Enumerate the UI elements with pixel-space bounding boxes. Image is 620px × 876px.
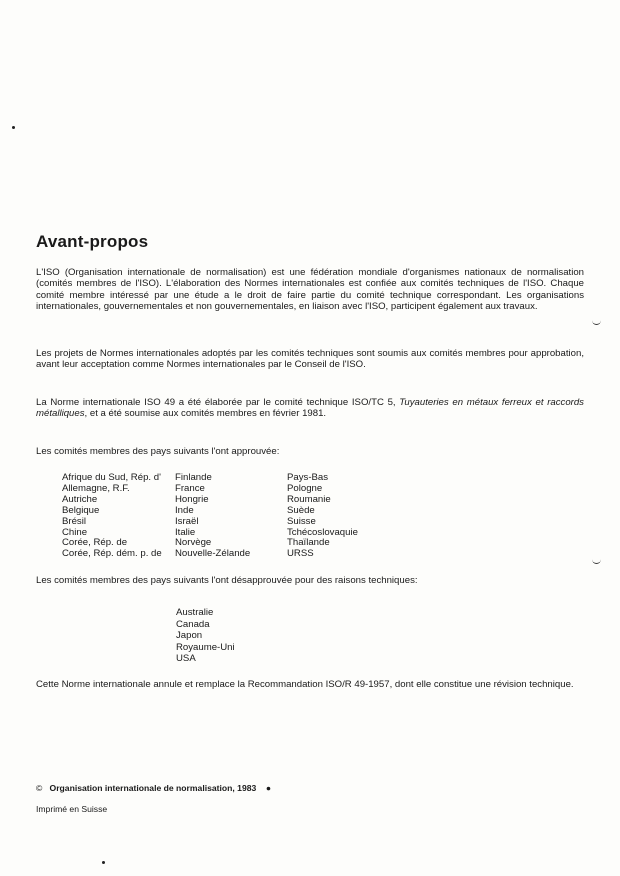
list-item: Canada: [176, 618, 210, 630]
list-item: Tchécoslovaquie: [287, 526, 358, 538]
disapproved-list: [176, 607, 235, 665]
approved-column-1: [62, 473, 162, 560]
list-item: Allemagne, R.F.: [62, 482, 130, 494]
approved-column-2: [175, 473, 250, 560]
list-item: Afrique du Sud, Rép. d': [62, 472, 161, 483]
list-item: Finlande: [175, 472, 212, 483]
list-item: Australie: [176, 607, 214, 618]
list-item: Pays-Bas: [287, 472, 329, 483]
scan-speck: [12, 126, 15, 129]
bullet-icon: ●: [265, 783, 272, 793]
list-item: Inde: [175, 504, 194, 516]
list-item: Belgique: [62, 504, 100, 516]
list-item: France: [175, 482, 205, 494]
list-item: Pologne: [287, 482, 323, 494]
list-item: Italie: [175, 526, 196, 538]
committee-title: Tuyauteries en métaux ferreux et raccords métalliques: [36, 397, 584, 420]
printed-in: Imprimé en Suisse: [36, 804, 108, 814]
list-item: USA: [176, 653, 196, 665]
list-item: Thaïlande: [287, 537, 330, 549]
list-item: Norvège: [175, 537, 212, 549]
list-item: Chine: [62, 526, 88, 538]
list-item: Corée, Rép. dém. p. de: [62, 548, 162, 560]
list-item: Corée, Rép. de: [62, 537, 128, 549]
scan-speck: [102, 861, 105, 864]
paragraph-disapproved-intro: Les comités membres des pays suivants l'ont désapprouvée pour des raisons techniques:: [36, 575, 418, 586]
list-item: Autriche: [62, 493, 98, 505]
list-item: Nouvelle-Zélande: [175, 548, 251, 560]
list-item: URSS: [287, 548, 314, 560]
list-item: Roumanie: [287, 493, 331, 505]
paragraph-iso-intro: L'ISO (Organisation internationale de normalisation) est une fédération mondiale d'organismes nationaux de normalisation (comités membres de l'ISO). L'élaboration des Normes internationales est confiée aux comités techniques de l'ISO. Chaque comité membre intéressé par une étude a le droit de faire partie du comité technique correspondant. Les organisations internationales, gouvernementales et non gouvernementales, en liaison avec l'ISO, participent également aux travaux.: [36, 267, 584, 313]
approved-column-3: [287, 473, 358, 560]
copyright-line: [36, 783, 271, 793]
list-item: Royaume-Uni: [176, 641, 235, 653]
list-item: Brésil: [62, 515, 86, 527]
list-item: Japon: [176, 630, 203, 642]
paragraph-replacement: Cette Norme internationale annule et remplace la Recommandation ISO/R 49-1957, dont elle constitue une révision technique.: [36, 679, 574, 690]
list-item: Suède: [287, 504, 315, 516]
paragraph-approval-process: Les projets de Normes internationales adoptés par les comités techniques sont soumis aux comités membres pour approbation, avant leur acceptation comme Normes internationales par le Conseil de l'ISO.: [36, 348, 584, 371]
paragraph-approved-intro: Les comités membres des pays suivants l'ont approuvée:: [36, 446, 280, 457]
page-title: Avant-propos: [36, 232, 149, 251]
list-item: Israël: [175, 515, 199, 527]
margin-mark: [592, 558, 601, 564]
paragraph-iso-49: La Norme internationale ISO 49 a été élaborée par le comité technique ISO/TC 5, Tuyauteries en métaux ferreux et raccords métalliques, et a été soumise aux comités membres en février 1981.: [36, 397, 584, 420]
copyright-symbol: ©: [36, 783, 43, 793]
list-item: Hongrie: [175, 493, 209, 505]
list-item: Suisse: [287, 515, 316, 527]
margin-mark: [592, 319, 601, 325]
copyright-text: Organisation internationale de normalisation, 1983: [49, 783, 257, 793]
